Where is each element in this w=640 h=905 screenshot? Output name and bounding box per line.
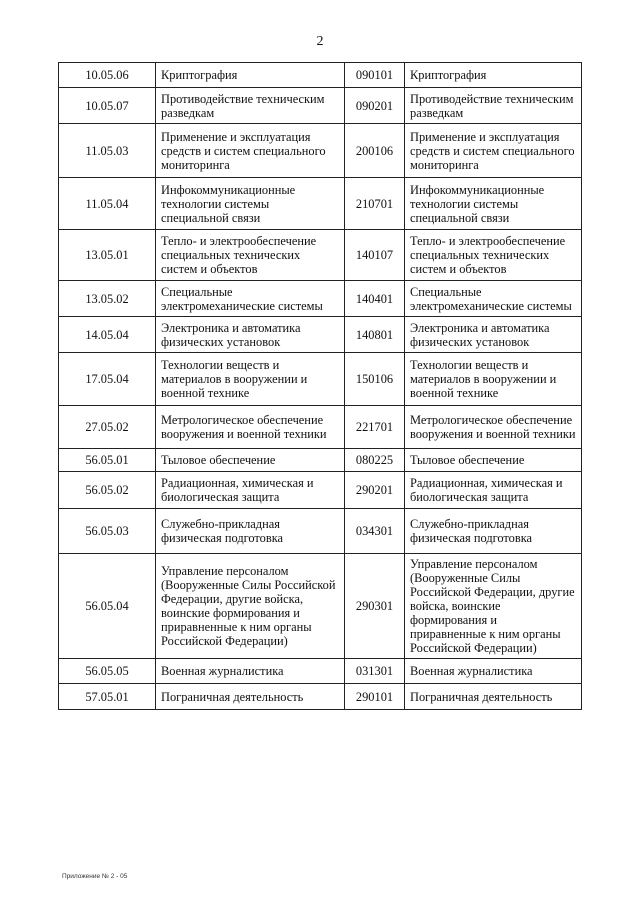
old-name-cell: Управление персоналом (Вооруженные Силы Российской Федерации, другие войска, воинские формирования и приравненные к ним органы Российской Федерации) — [156, 554, 345, 659]
old-code-cell: 56.05.03 — [59, 509, 156, 554]
old-code-cell: 17.05.04 — [59, 353, 156, 406]
new-name-cell: Тыловое обеспечение — [405, 449, 582, 472]
old-code-cell: 11.05.03 — [59, 124, 156, 178]
new-code-cell: 221701 — [345, 406, 405, 449]
new-name-cell: Военная журналистика — [405, 659, 582, 684]
table-row — [59, 449, 582, 472]
old-code-cell: 57.05.01 — [59, 684, 156, 710]
old-code-cell: 11.05.04 — [59, 178, 156, 230]
table-row — [59, 684, 582, 710]
old-name-cell: Инфокоммуникационные технологии системы специальной связи — [156, 178, 345, 230]
old-name-cell: Криптография — [156, 63, 345, 88]
new-name-cell: Метрологическое обеспечение вооружения и военной техники — [405, 406, 582, 449]
old-code-cell: 27.05.02 — [59, 406, 156, 449]
old-code-cell: 56.05.05 — [59, 659, 156, 684]
old-name-cell: Радиационная, химическая и биологическая защита — [156, 472, 345, 509]
table-row — [59, 281, 582, 317]
old-name-cell: Технологии веществ и материалов в вооружении и военной технике — [156, 353, 345, 406]
new-code-cell: 150106 — [345, 353, 405, 406]
specialties-table — [58, 62, 582, 710]
old-code-cell: 10.05.07 — [59, 88, 156, 124]
new-code-cell: 290301 — [345, 554, 405, 659]
old-code-cell: 56.05.04 — [59, 554, 156, 659]
table-row — [59, 406, 582, 449]
old-name-cell: Военная журналистика — [156, 659, 345, 684]
new-name-cell: Электроника и автоматика физических установок — [405, 317, 582, 353]
table-row — [59, 178, 582, 230]
new-name-cell: Служебно-прикладная физическая подготовка — [405, 509, 582, 554]
new-name-cell: Противодействие техническим разведкам — [405, 88, 582, 124]
table-row — [59, 554, 582, 659]
table-row — [59, 509, 582, 554]
old-name-cell: Служебно-прикладная физическая подготовка — [156, 509, 345, 554]
new-name-cell: Технологии веществ и материалов в вооружении и военной технике — [405, 353, 582, 406]
table-row — [59, 659, 582, 684]
old-code-cell: 13.05.01 — [59, 230, 156, 281]
new-code-cell: 210701 — [345, 178, 405, 230]
old-name-cell: Электроника и автоматика физических установок — [156, 317, 345, 353]
old-code-cell: 10.05.06 — [59, 63, 156, 88]
new-code-cell: 090201 — [345, 88, 405, 124]
page-number: 2 — [316, 34, 324, 49]
table-row — [59, 63, 582, 88]
old-code-cell: 14.05.04 — [59, 317, 156, 353]
new-name-cell: Криптография — [405, 63, 582, 88]
new-code-cell: 140107 — [345, 230, 405, 281]
new-code-cell: 290201 — [345, 472, 405, 509]
table-row — [59, 124, 582, 178]
new-code-cell: 200106 — [345, 124, 405, 178]
new-name-cell: Радиационная, химическая и биологическая защита — [405, 472, 582, 509]
old-name-cell: Пограничная деятельность — [156, 684, 345, 710]
new-code-cell: 080225 — [345, 449, 405, 472]
new-name-cell: Пограничная деятельность — [405, 684, 582, 710]
new-name-cell: Инфокоммуникационные технологии системы специальной связи — [405, 178, 582, 230]
new-name-cell: Специальные электромеханические системы — [405, 281, 582, 317]
old-name-cell: Метрологическое обеспечение вооружения и военной техники — [156, 406, 345, 449]
old-code-cell: 56.05.01 — [59, 449, 156, 472]
old-code-cell: 56.05.02 — [59, 472, 156, 509]
old-name-cell: Специальные электромеханические системы — [156, 281, 345, 317]
footer-note: Приложение № 2 - 05 — [62, 873, 128, 880]
new-name-cell: Управление персоналом (Вооруженные Силы Российской Федерации, другие войска, воинские формирования и приравненные к ним органы Российской Федерации) — [405, 554, 582, 659]
table-row — [59, 472, 582, 509]
new-code-cell: 140401 — [345, 281, 405, 317]
old-name-cell: Применение и эксплуатация средств и систем специального мониторинга — [156, 124, 345, 178]
old-name-cell: Тепло- и электрообеспечение специальных технических систем и объектов — [156, 230, 345, 281]
table-row — [59, 230, 582, 281]
new-code-cell: 090101 — [345, 63, 405, 88]
new-code-cell: 290101 — [345, 684, 405, 710]
table-row — [59, 353, 582, 406]
old-code-cell: 13.05.02 — [59, 281, 156, 317]
new-code-cell: 034301 — [345, 509, 405, 554]
table-row — [59, 317, 582, 353]
new-code-cell: 031301 — [345, 659, 405, 684]
table-row — [59, 88, 582, 124]
old-name-cell: Противодействие техническим разведкам — [156, 88, 345, 124]
old-name-cell: Тыловое обеспечение — [156, 449, 345, 472]
new-name-cell: Применение и эксплуатация средств и систем специального мониторинга — [405, 124, 582, 178]
new-code-cell: 140801 — [345, 317, 405, 353]
new-name-cell: Тепло- и электрообеспечение специальных технических систем и объектов — [405, 230, 582, 281]
